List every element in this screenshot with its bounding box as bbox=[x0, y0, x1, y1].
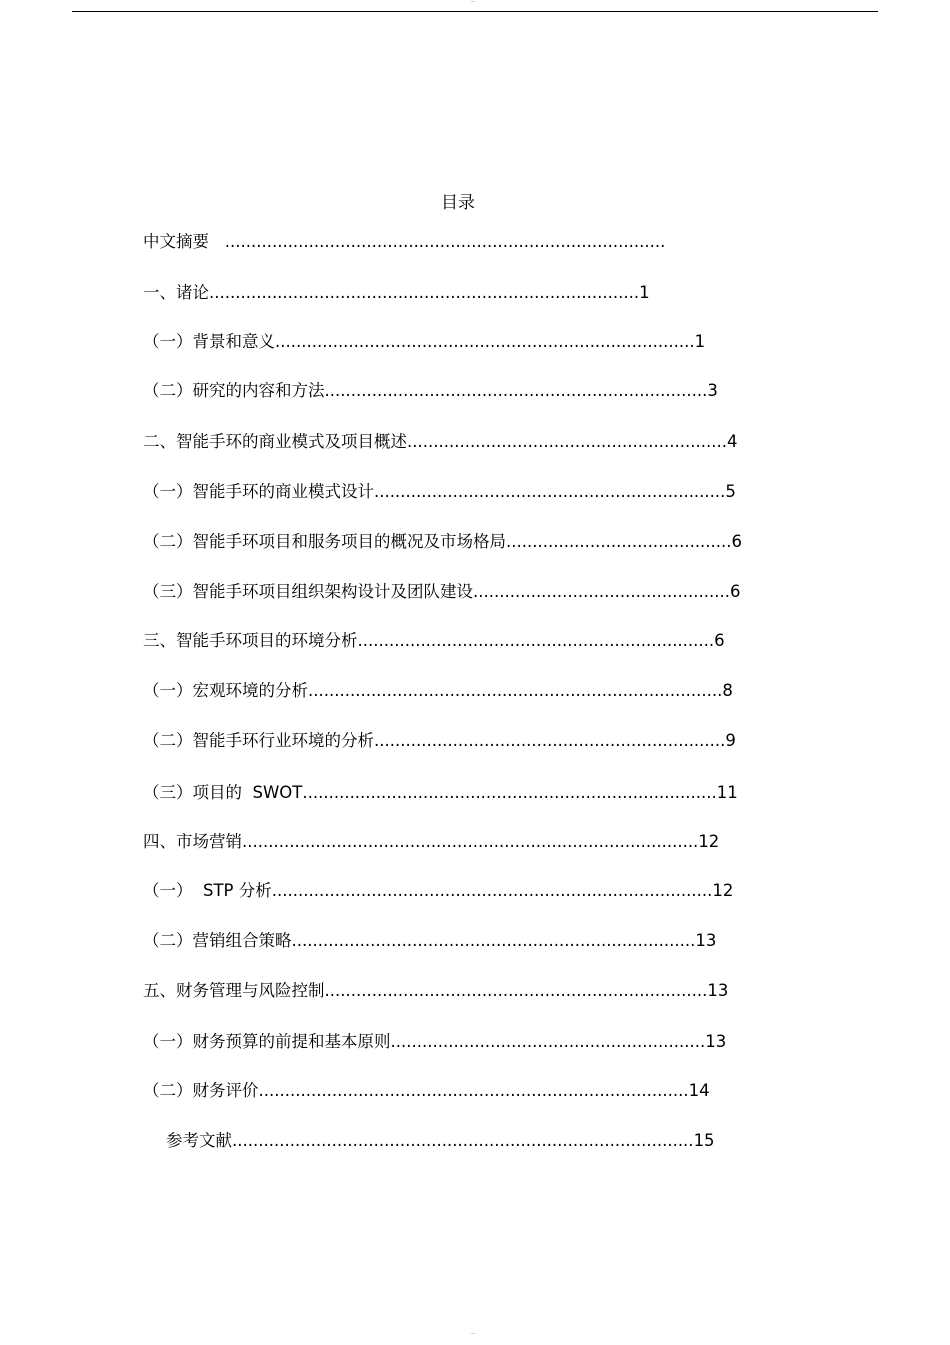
toc-entry-dots: .................................................................................. bbox=[209, 283, 640, 302]
toc-entry[interactable] bbox=[143, 980, 803, 1002]
toc-entry-dots: ............................................................................. bbox=[291, 931, 696, 950]
toc-entry-text: （一）宏观环境的分析 bbox=[143, 681, 308, 700]
toc-entry-page: 9 bbox=[725, 731, 736, 750]
toc-entry[interactable] bbox=[143, 531, 813, 553]
toc-entry-gap bbox=[209, 232, 225, 251]
toc-entry-dots: ............................................................................... bbox=[308, 681, 723, 700]
toc-entry-page: 6 bbox=[714, 631, 725, 650]
toc-entry-text: （二）智能手环项目和服务项目的概况及市场格局 bbox=[143, 532, 506, 551]
toc-entry-text: （二）营销组合策略 bbox=[143, 931, 292, 950]
toc-entry[interactable] bbox=[143, 1080, 783, 1102]
header-mark: -- bbox=[471, 0, 476, 5]
toc-entry-text: 参考文献 bbox=[166, 1131, 232, 1150]
toc-entry-page: 6 bbox=[731, 532, 743, 551]
toc-entry[interactable] bbox=[143, 282, 783, 304]
toc-entry-page: 3 bbox=[707, 381, 718, 400]
toc-entry-text: （二）研究的内容和方法 bbox=[143, 381, 325, 400]
toc-entry-page: 1 bbox=[694, 332, 706, 351]
toc-entry-page: 1 bbox=[639, 283, 650, 302]
toc-entry[interactable] bbox=[166, 1130, 796, 1152]
toc-entry[interactable] bbox=[143, 581, 803, 603]
toc-entry-page: 12 bbox=[712, 881, 734, 900]
toc-entry-page: 13 bbox=[707, 981, 729, 1000]
toc-entry-text: （三）智能手环项目组织架构设计及团队建设 bbox=[143, 582, 473, 601]
toc-entry-dots: ................................................. bbox=[473, 582, 730, 601]
toc-entry-page: 13 bbox=[705, 1032, 727, 1051]
toc-entry[interactable] bbox=[143, 680, 803, 702]
toc-entry[interactable] bbox=[143, 481, 803, 503]
toc-entry-text: （一）财务预算的前提和基本原则 bbox=[143, 1032, 391, 1051]
toc-entry[interactable] bbox=[143, 231, 763, 253]
toc-entry-dots: ........................................... bbox=[506, 532, 732, 551]
toc-entry-text: （三）项目的 SWOT bbox=[143, 783, 303, 802]
toc-entry[interactable] bbox=[143, 782, 803, 804]
toc-entry-text: （二）财务评价 bbox=[143, 1081, 259, 1100]
header-rule bbox=[72, 11, 878, 12]
toc-entry-text: （二）智能手环行业环境的分析 bbox=[143, 731, 374, 750]
toc-entry-page: 14 bbox=[688, 1081, 710, 1100]
toc-entry-dots: .................................................................................... bbox=[271, 881, 713, 900]
toc-entry-dots: ............................................................................... bbox=[302, 783, 717, 802]
toc-entry-page: 8 bbox=[722, 681, 733, 700]
toc-entry-dots: ........................................................................................ bbox=[232, 1131, 694, 1150]
toc-entry-page: 13 bbox=[695, 931, 717, 950]
toc-entry-page: 5 bbox=[725, 482, 736, 501]
toc-entry-text: 五、财务管理与风险控制 bbox=[143, 981, 325, 1000]
toc-entry-page: 11 bbox=[716, 783, 738, 802]
toc-entry-dots: ....................................................................................... bbox=[242, 832, 699, 851]
toc-entry[interactable] bbox=[143, 630, 803, 652]
toc-entry-dots: ............................................................ bbox=[390, 1032, 706, 1051]
toc-entry-dots: ................................................................... bbox=[374, 482, 726, 501]
toc-entry-page: 6 bbox=[730, 582, 741, 601]
toc-entry[interactable] bbox=[143, 880, 803, 902]
toc-entry[interactable] bbox=[143, 831, 793, 853]
toc-entry-text: 中文摘要 bbox=[143, 232, 209, 251]
footer-mark: -- bbox=[471, 1330, 476, 1337]
toc-entry-text: 二、智能手环的商业模式及项目概述 bbox=[143, 432, 407, 451]
toc-entry-dots: .................................................................... bbox=[357, 631, 715, 650]
toc-entry-dots: ......................................................................... bbox=[324, 381, 708, 400]
toc-entry-dots: ................................................................................ bbox=[275, 332, 695, 351]
toc-entry[interactable] bbox=[143, 730, 803, 752]
toc-entry-text: 四、市场营销 bbox=[143, 832, 242, 851]
toc-entry[interactable] bbox=[143, 930, 793, 952]
toc-entry-text: （一） STP 分析 bbox=[143, 881, 272, 900]
toc-entry-page: 15 bbox=[693, 1131, 715, 1150]
toc-entry-text: （一）智能手环的商业模式设计 bbox=[143, 482, 374, 501]
toc-entry-dots: ............................................................. bbox=[407, 432, 727, 451]
toc-entry-dots: ......................................................................... bbox=[324, 981, 708, 1000]
toc-entry-text: 三、智能手环项目的环境分析 bbox=[143, 631, 358, 650]
toc-entry-dots: ................................................................... bbox=[374, 731, 726, 750]
toc-entry[interactable] bbox=[143, 1031, 803, 1053]
toc-entry-dots: .................................................................................. bbox=[258, 1081, 689, 1100]
toc-entry[interactable] bbox=[143, 331, 793, 353]
toc-entry-text: （一）背景和意义 bbox=[143, 332, 275, 351]
toc-entry-text: 一、诸论 bbox=[143, 283, 209, 302]
toc-entry[interactable] bbox=[143, 380, 793, 402]
toc-title: 目录 bbox=[441, 193, 475, 213]
toc-entry[interactable] bbox=[143, 431, 803, 453]
toc-entry-dots: .................................................................................... bbox=[224, 232, 666, 251]
toc-entry-page: 12 bbox=[698, 832, 720, 851]
toc-entry-page: 4 bbox=[726, 432, 738, 451]
